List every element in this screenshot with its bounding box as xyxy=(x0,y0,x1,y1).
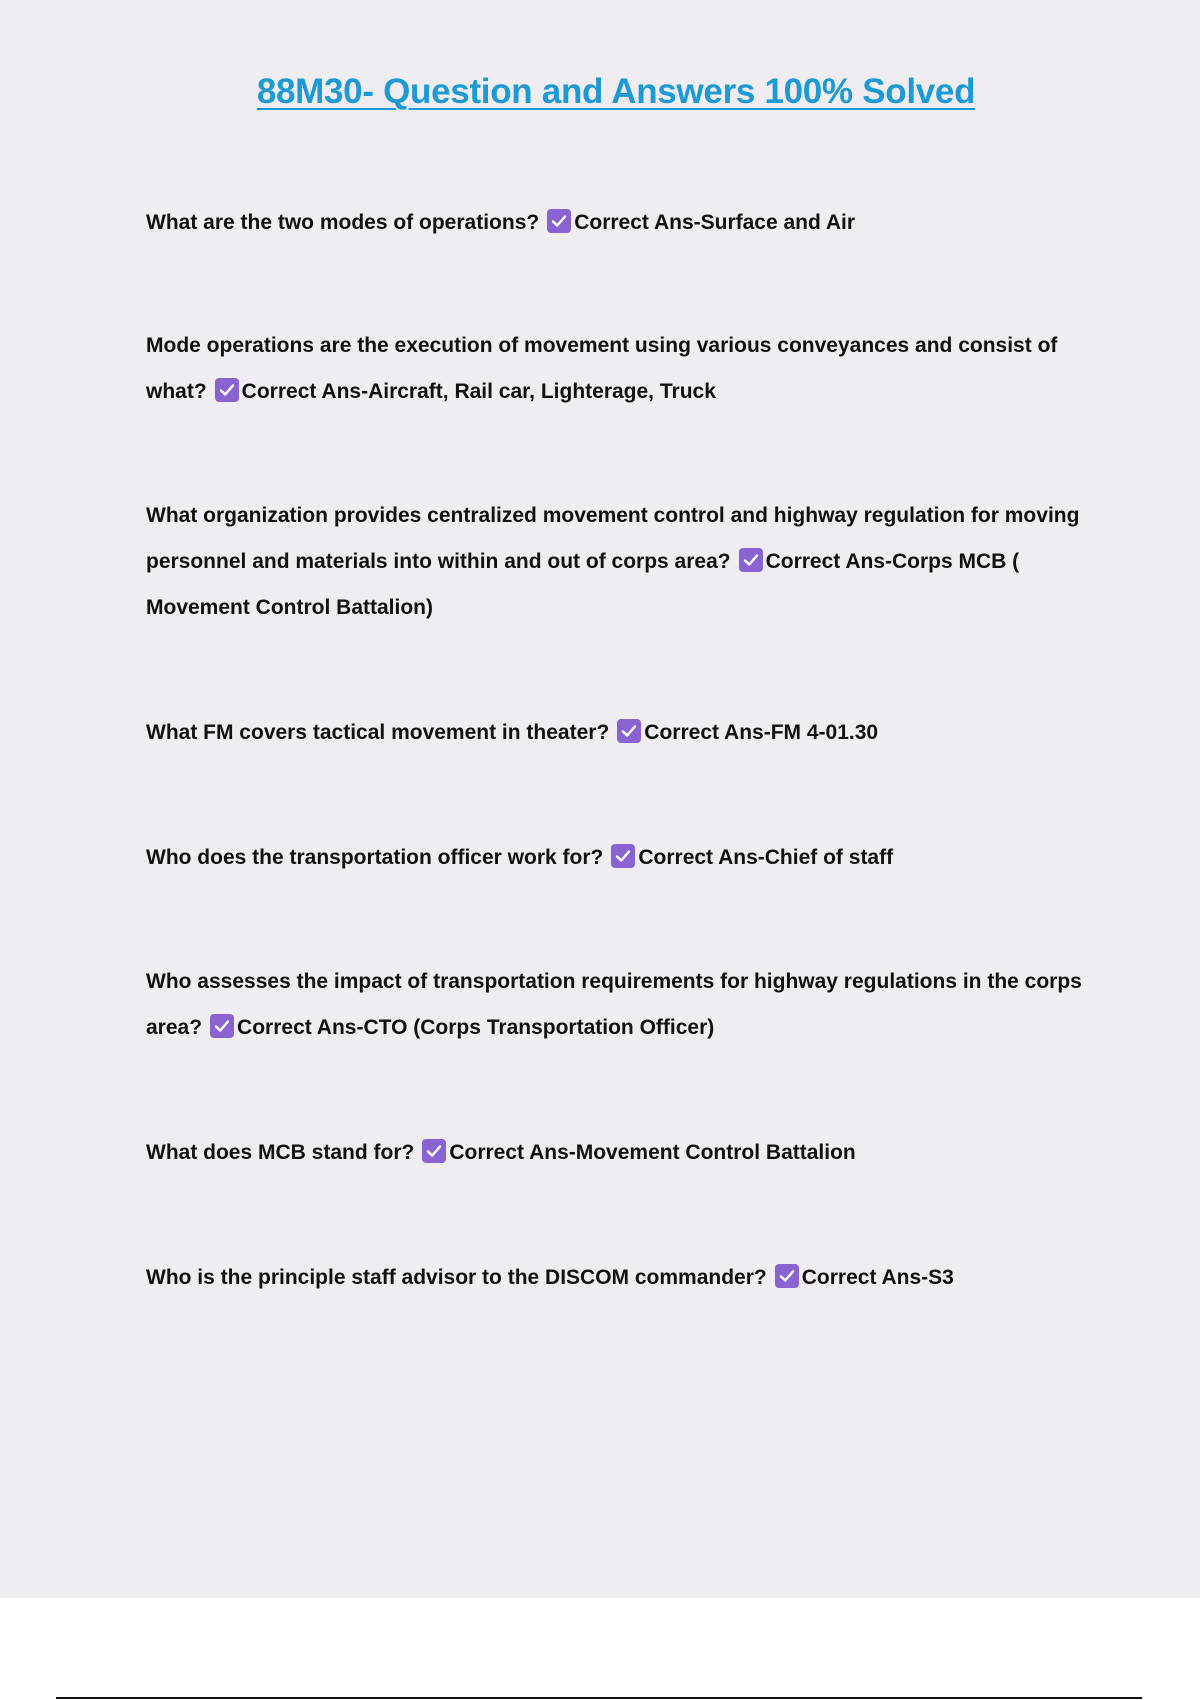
qa-item-7 xyxy=(146,1130,1096,1176)
qa-item-4 xyxy=(146,710,1096,756)
question-text: What does MCB stand for? xyxy=(146,1141,415,1164)
checkbox-checked-icon xyxy=(210,1014,234,1038)
question-text: Who assesses the impact of transportation requirements for highway regulations in the corps area? xyxy=(146,970,1082,1039)
answer-text: Correct Ans-S3 xyxy=(801,1266,954,1289)
question-text: What FM covers tactical movement in theater? xyxy=(146,721,610,744)
qa-item-1 xyxy=(146,200,1096,246)
question-text: What are the two modes of operations? xyxy=(146,211,540,234)
checkbox-checked-icon xyxy=(611,844,635,868)
answer-text: Correct Ans-FM 4-01.30 xyxy=(644,721,879,744)
checkbox-checked-icon xyxy=(617,719,641,743)
checkbox-checked-icon xyxy=(422,1139,446,1163)
answer-text: Correct Ans-Chief of staff xyxy=(638,846,894,869)
qa-item-2 xyxy=(146,323,1096,415)
answer-text: Correct Ans-Surface and Air xyxy=(574,211,856,234)
answer-text: Correct Ans-Corps MCB ( Movement Control Battalion) xyxy=(146,550,1020,619)
qa-item-5 xyxy=(146,835,1096,881)
qa-item-8 xyxy=(146,1255,1096,1301)
question-text: Who is the principle staff advisor to the DISCOM commander? xyxy=(146,1266,767,1289)
answer-text: Correct Ans-CTO (Corps Transportation Officer) xyxy=(237,1016,715,1039)
answer-text: Correct Ans-Aircraft, Rail car, Lighterage, Truck xyxy=(241,380,716,403)
answer-text: Correct Ans-Movement Control Battalion xyxy=(449,1141,856,1164)
qa-item-6 xyxy=(146,959,1096,1051)
question-text: Mode operations are the execution of movement using various conveyances and consist of what? xyxy=(146,334,1058,403)
qa-item-3 xyxy=(146,493,1096,631)
document-title: 88M30- Question and Answers 100% Solved xyxy=(256,72,976,111)
checkbox-checked-icon xyxy=(547,209,571,233)
question-text: What organization provides centralized movement control and highway regulation for moving personnel and materials into within and out of corps area? xyxy=(146,504,1080,573)
question-text: Who does the transportation officer work for? xyxy=(146,846,604,869)
checkbox-checked-icon xyxy=(775,1264,799,1288)
footer-divider xyxy=(56,1697,1142,1699)
checkbox-checked-icon xyxy=(215,378,239,402)
checkbox-checked-icon xyxy=(739,548,763,572)
